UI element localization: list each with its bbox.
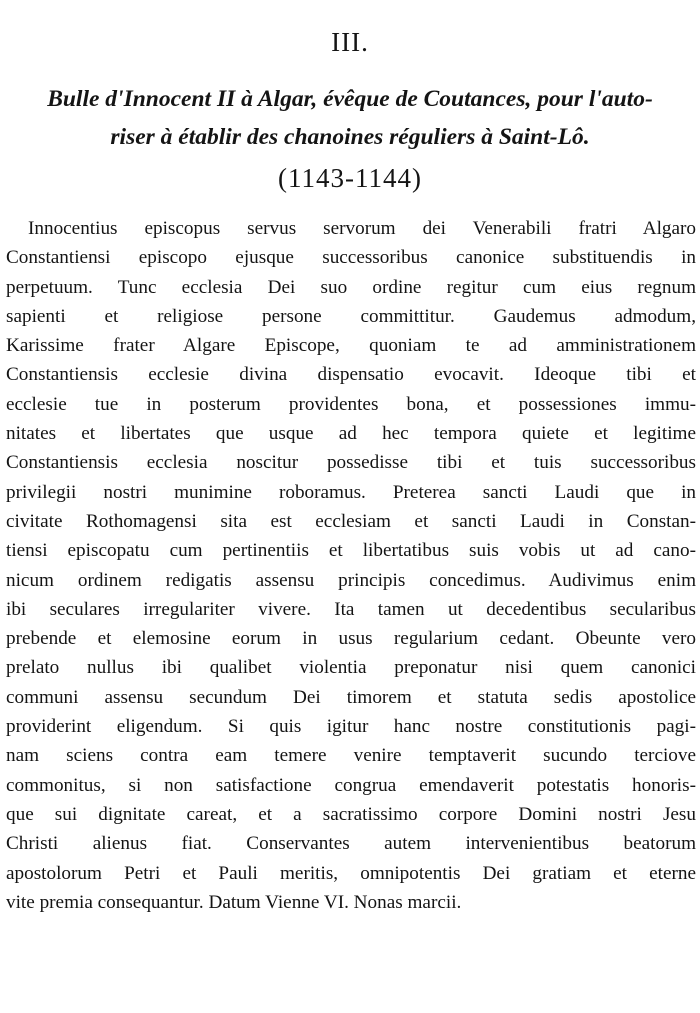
body-line: privilegii nostri munimine roboramus. Preterea sancti Laudi que in [6, 481, 696, 503]
body-line: commonitus, si non satisfactione congrua emendaverit potestatis honoris- [6, 774, 696, 796]
body-paragraph [6, 214, 696, 917]
body-line: civitate Rothomagensi sita est ecclesiam et sancti Laudi in Constan- [6, 510, 696, 532]
body-line: prebende et elemosine eorum in usus regularium cedant. Obeunte vero [6, 628, 696, 650]
body-line: nam sciens contra eam temere venire temptaverit sucundo terciove [6, 745, 696, 767]
body-line: nitates et libertates que usque ad hec tempora quiete et legitime [6, 423, 696, 445]
body-line: Constantiensi episcopo ejusque successoribus canonice substituendis in [6, 247, 696, 269]
body-line: Constantiensis ecclesie divina dispensatio evocavit. Ideoque tibi et [6, 364, 696, 386]
body-line: communi assensu secundum Dei timorem et statuta sedis apostolice [6, 686, 696, 708]
body-line: prelato nullus ibi qualibet violentia preponatur nisi quem canonici [6, 657, 696, 679]
body-line: sapienti et religiose persone committitur. Gaudemus admodum, [6, 305, 696, 327]
body-line: Karissime frater Algare Episcope, quoniam te ad amministrationem [6, 335, 696, 357]
body-line: ibi seculares irregulariter vivere. Ita tamen ut decedentibus secularibus [6, 598, 696, 620]
body-line: vite premia consequantur. Datum Vienne VI. Nonas marcii. [6, 891, 462, 913]
body-line: providerint eligendum. Si quis igitur hanc nostre constitutionis pagi- [6, 716, 696, 738]
body-line: tiensi episcopatu cum pertinentiis et libertatibus suis vobis ut ad cano- [6, 540, 696, 562]
title-line-1: Bulle d'Innocent II à Algar, évêque de Coutances, pour l'auto- [47, 86, 653, 112]
title-line-2: riser à établir des chanoines réguliers à Saint-Lô. [110, 124, 590, 150]
body-line: apostolorum Petri et Pauli meritis, omnipotentis Dei gratiam et eterne [6, 862, 696, 884]
body-line: perpetuum. Tunc ecclesia Dei suo ordine regitur cum eius regnum [6, 276, 696, 298]
body-line: nicum ordinem redigatis assensu principis concedimus. Audivimus enim [6, 569, 696, 591]
document-title [6, 80, 694, 156]
body-line: Constantiensis ecclesia noscitur possedisse tibi et tuis successoribus [6, 452, 696, 474]
body-line: que sui dignitate careat, et a sacratissimo corpore Domini nostri Jesu [6, 803, 696, 825]
body-line: Christi alienus fiat. Conservantes autem intervenientibus beatorum [6, 833, 696, 855]
section-numeral: III. [331, 27, 369, 57]
document-dates: (1143-1144) [278, 163, 422, 193]
body-line: Innocentius episcopus servus servorum dei Venerabili fratri Algaro [28, 218, 696, 239]
body-line: ecclesie tue in posterum providentes bona, et possessiones immu- [6, 393, 696, 415]
